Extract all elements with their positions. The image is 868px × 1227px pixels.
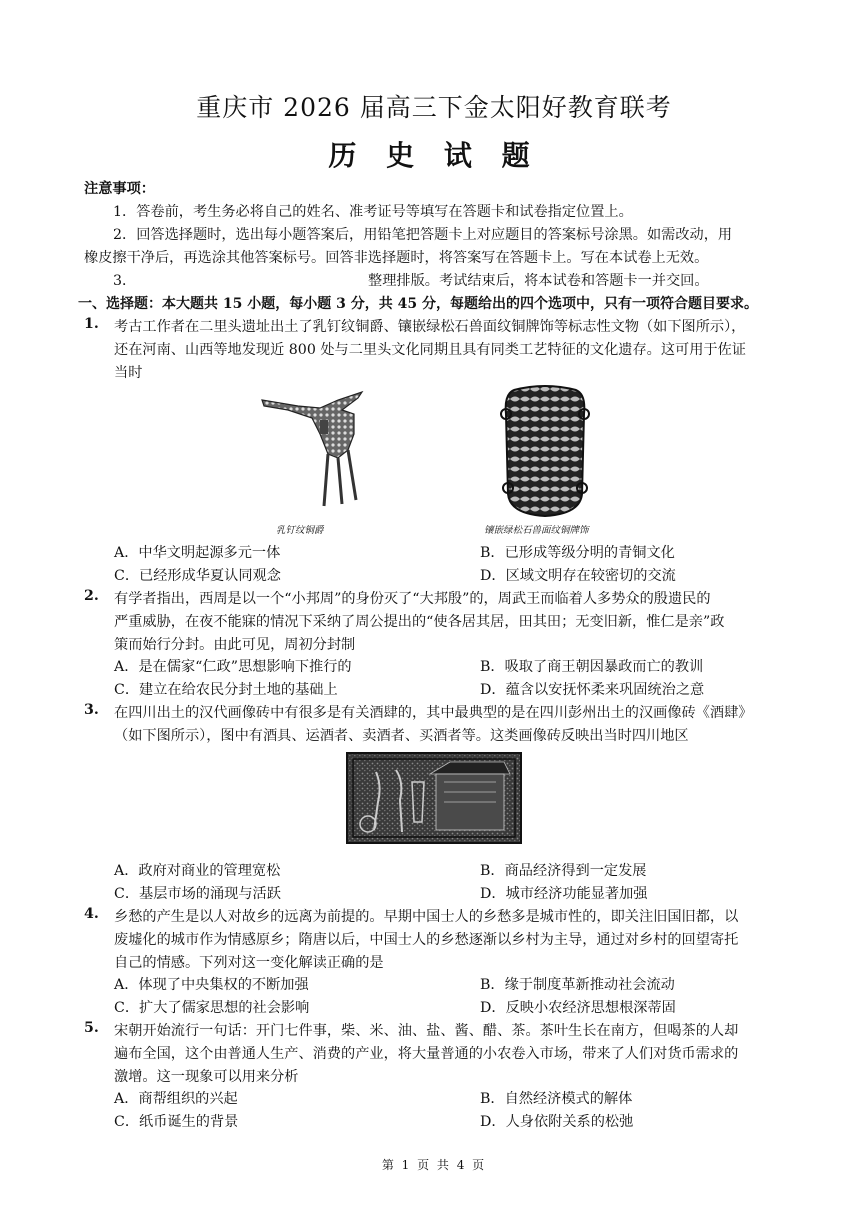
question-4-line-3: 自己的情感。下列对这一变化解读正确的是 bbox=[114, 955, 384, 971]
note-2-line-1: 2．回答选择题时，选出每小题答案后，用铅笔把答题卡上对应题目的答案标号涂黑。如需改动，用 bbox=[113, 227, 733, 243]
question-5-number: 5. bbox=[84, 1020, 99, 1036]
question-2-number: 2. bbox=[84, 588, 99, 604]
question-5-option-c[interactable]: C．纸币诞生的背景 bbox=[114, 1114, 239, 1130]
question-1-number: 1. bbox=[84, 316, 99, 332]
section-1-heading: 一、选择题：本大题共 15 小题，每小题 3 分，共 45 分，每题给出的四个选项中，只有一项符合题目要求。 bbox=[78, 296, 758, 312]
question-3-number: 3. bbox=[84, 702, 99, 718]
question-5-option-d[interactable]: D．人身依附关系的松弛 bbox=[480, 1114, 634, 1130]
question-4-line-2: 废墟化的城市作为情感原乡；隋唐以后，中国士人的乡愁逐渐以乡村为主导，通过对乡村的回望寄托 bbox=[114, 932, 739, 948]
question-4-line-1: 乡愁的产生是以人对故乡的远离为前提的。早期中国士人的乡愁多是城市性的，即关注旧国旧都，以 bbox=[114, 909, 739, 925]
question-2-option-b[interactable]: B．吸取了商王朝因暴政而亡的教训 bbox=[480, 659, 704, 675]
notes-heading: 注意事项： bbox=[84, 181, 155, 197]
exam-subject-title: 历 史 试 题 bbox=[328, 139, 540, 172]
question-4-number: 4. bbox=[84, 906, 99, 922]
question-4-option-a[interactable]: A．体现了中央集权的不断加强 bbox=[114, 977, 309, 993]
bronze-jue-figure bbox=[258, 388, 370, 518]
note-2-line-2: 橡皮擦干净后，再选涂其他答案标号。回答非选择题时，将答案写在答题卡上。写在本试卷上无效。 bbox=[84, 250, 709, 266]
question-2-line-1: 有学者指出，西周是以一个“小邦周”的身份灭了“大邦殷”的，周武王而临着人多势众的殷遗民的 bbox=[114, 591, 711, 607]
question-2-option-a[interactable]: A．是在儒家“仁政”思想影响下推行的 bbox=[114, 659, 352, 675]
question-1-line-2: 还在河南、山西等地发现近 800 处与二里头文化同期且具有同类工艺特征的文化遗存。这可用于佐证 bbox=[114, 342, 746, 358]
note-3-number: 3． bbox=[113, 273, 137, 289]
figure-caption-turquoise-plaque: 镶嵌绿松石兽面纹铜牌饰 bbox=[484, 525, 589, 536]
question-3-option-c[interactable]: C．基层市场的涌现与活跃 bbox=[114, 886, 281, 902]
question-2-line-3: 策而始行分封。由此可见，周初分封制 bbox=[114, 637, 356, 653]
question-4-option-b[interactable]: B．缘于制度革新推动社会流动 bbox=[480, 977, 675, 993]
question-5-line-1: 宋朝开始流行一句话：开门七件事，柴、米、油、盐、酱、醋、茶。茶叶生长在南方，但喝茶的人却 bbox=[114, 1023, 739, 1039]
note-1: 1．答卷前，考生务必将自己的姓名、准考证号等填写在答题卡和试卷指定位置上。 bbox=[113, 204, 633, 220]
question-3-option-a[interactable]: A．政府对商业的管理宽松 bbox=[114, 863, 281, 879]
tavern-brick-relief-figure bbox=[346, 752, 522, 844]
question-2-option-d[interactable]: D．蕴含以安抚怀柔来巩固统治之意 bbox=[480, 682, 705, 698]
question-5-option-a[interactable]: A．商帮组织的兴起 bbox=[114, 1091, 238, 1107]
question-4-option-c[interactable]: C．扩大了儒家思想的社会影响 bbox=[114, 1000, 310, 1016]
question-2-option-c[interactable]: C．建立在给农民分封土地的基础上 bbox=[114, 682, 338, 698]
question-1-option-c[interactable]: C．已经形成华夏认同观念 bbox=[114, 568, 281, 584]
question-5-line-2: 遍布全国，这个由普通人生产、消费的产业，将大量普通的小农卷入市场，带来了人们对货币需求的 bbox=[114, 1046, 739, 1062]
question-2-line-2: 严重威胁，在夜不能寐的情况下采纳了周公提出的“使各居其居，田其田；无变旧新，惟仁是亲”政 bbox=[114, 614, 725, 630]
turquoise-plaque-figure bbox=[500, 384, 590, 520]
question-1-line-1: 考古工作者在二里头遗址出土了乳钉纹铜爵、镶嵌绿松石兽面纹铜牌饰等标志性文物（如下图所示）， bbox=[114, 319, 746, 335]
question-3-line-2: （如下图所示），图中有酒具、运酒者、卖酒者、买酒者等。这类画像砖反映出当时四川地区 bbox=[114, 728, 689, 744]
question-4-option-d[interactable]: D．反映小农经济思想根深蒂固 bbox=[480, 1000, 676, 1016]
question-1-option-a[interactable]: A．中华文明起源多元一体 bbox=[114, 545, 281, 561]
question-5-line-3: 激增。这一现象可以用来分析 bbox=[114, 1069, 299, 1085]
question-3-option-d[interactable]: D．城市经济功能显著加强 bbox=[480, 886, 648, 902]
figure-caption-bronze-jue: 乳钉纹铜爵 bbox=[276, 525, 324, 536]
page-number-footer: 第 1 页 共 4 页 bbox=[381, 1158, 487, 1172]
question-3-line-1: 在四川出土的汉代画像砖中有很多是有关酒肆的，其中最典型的是在四川彭州出土的汉画像砖《酒肆》 bbox=[114, 705, 753, 721]
note-3-text: 整理排版。考试结束后，将本试卷和答题卡一并交回。 bbox=[368, 273, 709, 289]
exam-title: 重庆市 2026 届高三下金太阳好教育联考 bbox=[196, 93, 672, 122]
question-1-option-d[interactable]: D．区域文明存在较密切的交流 bbox=[480, 568, 676, 584]
question-1-line-3: 当时 bbox=[114, 365, 143, 381]
question-3-option-b[interactable]: B．商品经济得到一定发展 bbox=[480, 863, 647, 879]
question-1-option-b[interactable]: B．已形成等级分明的青铜文化 bbox=[480, 545, 675, 561]
question-5-option-b[interactable]: B．自然经济模式的解体 bbox=[480, 1091, 633, 1107]
